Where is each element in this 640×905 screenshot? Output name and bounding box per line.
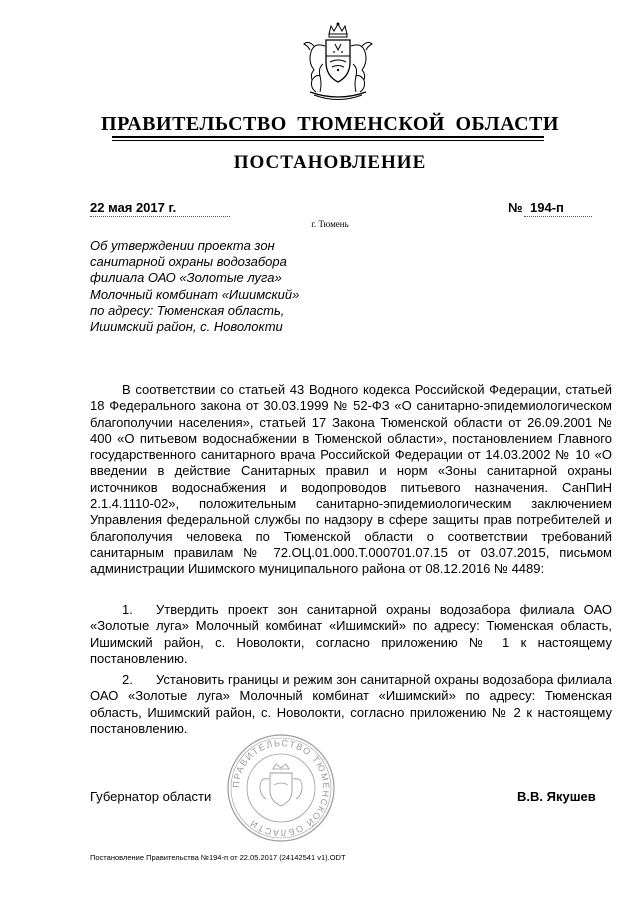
organization-title: ПРАВИТЕЛЬСТВО ТЮМЕНСКОЙ ОБЛАСТИ: [101, 113, 559, 135]
seal-text: ПРАВИТЕЛЬСТВО ТЮМЕНСКОЙ ОБЛАСТИ: [230, 737, 332, 839]
document-type-heading: ПОСТАНОВЛЕНИЕ: [233, 152, 427, 173]
coat-of-arms-icon: [296, 22, 380, 104]
footer-file-reference: Постановление Правительства №194-п от 22.05.2017 (24142541 v1).ODT: [90, 853, 346, 862]
document-number: 194-п: [530, 200, 564, 215]
signatory-title: Губернатор области: [90, 789, 212, 804]
subject-line: Об утверждении проекта зон: [90, 238, 275, 253]
item-text: Установить границы и режим зон санитарной охраны водозабора филиала ОАО «Золотые луга» Молочный комбинат «Ишимский» по адресу: Тюменская область, Ишимский район, с. Новолокти, согласно приложению № 2 к настоящему постановлению.: [90, 672, 612, 736]
document-subject: [90, 238, 340, 335]
preamble-paragraph: В соответствии со статьей 43 Водного кодекса Российской Федерации, статьей 18 Федерального закона от 30.03.1999 № 52-ФЗ «О санитарно-эпидемиологическом благополучии населения», статьей 17 Закона Тюменской области от 26.09.2001 № 400 «О питьевом водоснабжении в Тюменской области», постановлением Главного государственного санитарного врача Российской Федерации от 14.03.2002 № 10 «О введении в действие Санитарных правил и норм «Зоны санитарной охраны источников водоснабжения и водопроводов питьевого назначения. СанПиН 2.1.4.1110-02», положительным санитарно-эпидемиологическим заключением Управления федеральной службы по надзору в сфере защиты прав потребителей и благополучия человека по Тюменской области о соответствии требований санитарным правилам № 72.ОЦ.01.000.Т.000701.07.15 от 03.07.2015, письмом администрации Ишимского муниципального района от 08.12.2016 № 4489:: [90, 382, 612, 577]
document-date: 22 мая 2017 г.: [90, 200, 177, 215]
item-text: Утвердить проект зон санитарной охраны водозабора филиала ОАО «Золотые луга» Молочный комбинат «Ишимский» по адресу: Тюменская область, Ишимский район, с. Новолокти, согласно приложению № 1 к настоящему постановлению.: [90, 602, 612, 666]
subject-line: санитарной охраны водозабора: [90, 254, 287, 270]
header-rule-thick: [112, 136, 544, 138]
subject-line: Ишимский район, с. Новолокти: [90, 319, 283, 335]
official-seal-icon: [226, 733, 336, 843]
subject-line: филиала ОАО «Золотые луга»: [90, 270, 282, 286]
svg-text:ПРАВИТЕЛЬСТВО ТЮМЕНСКОЙ ОБЛАСТ: [231, 738, 331, 838]
signatory-name: В.В. Якушев: [517, 789, 596, 804]
number-underline: [524, 216, 592, 217]
document-place: г. Тюмень: [311, 219, 349, 229]
item-number: 1.: [122, 602, 133, 617]
date-underline: [90, 216, 230, 217]
item-number: 2.: [122, 672, 133, 687]
resolution-item: [90, 602, 612, 667]
document-number-prefix: №: [508, 200, 523, 215]
subject-line: Молочный комбинат «Ишимский»: [90, 286, 300, 302]
subject-line: по адресу: Тюменская область,: [90, 302, 285, 318]
header-rule-thin: [112, 140, 544, 141]
resolution-item: [90, 672, 612, 737]
